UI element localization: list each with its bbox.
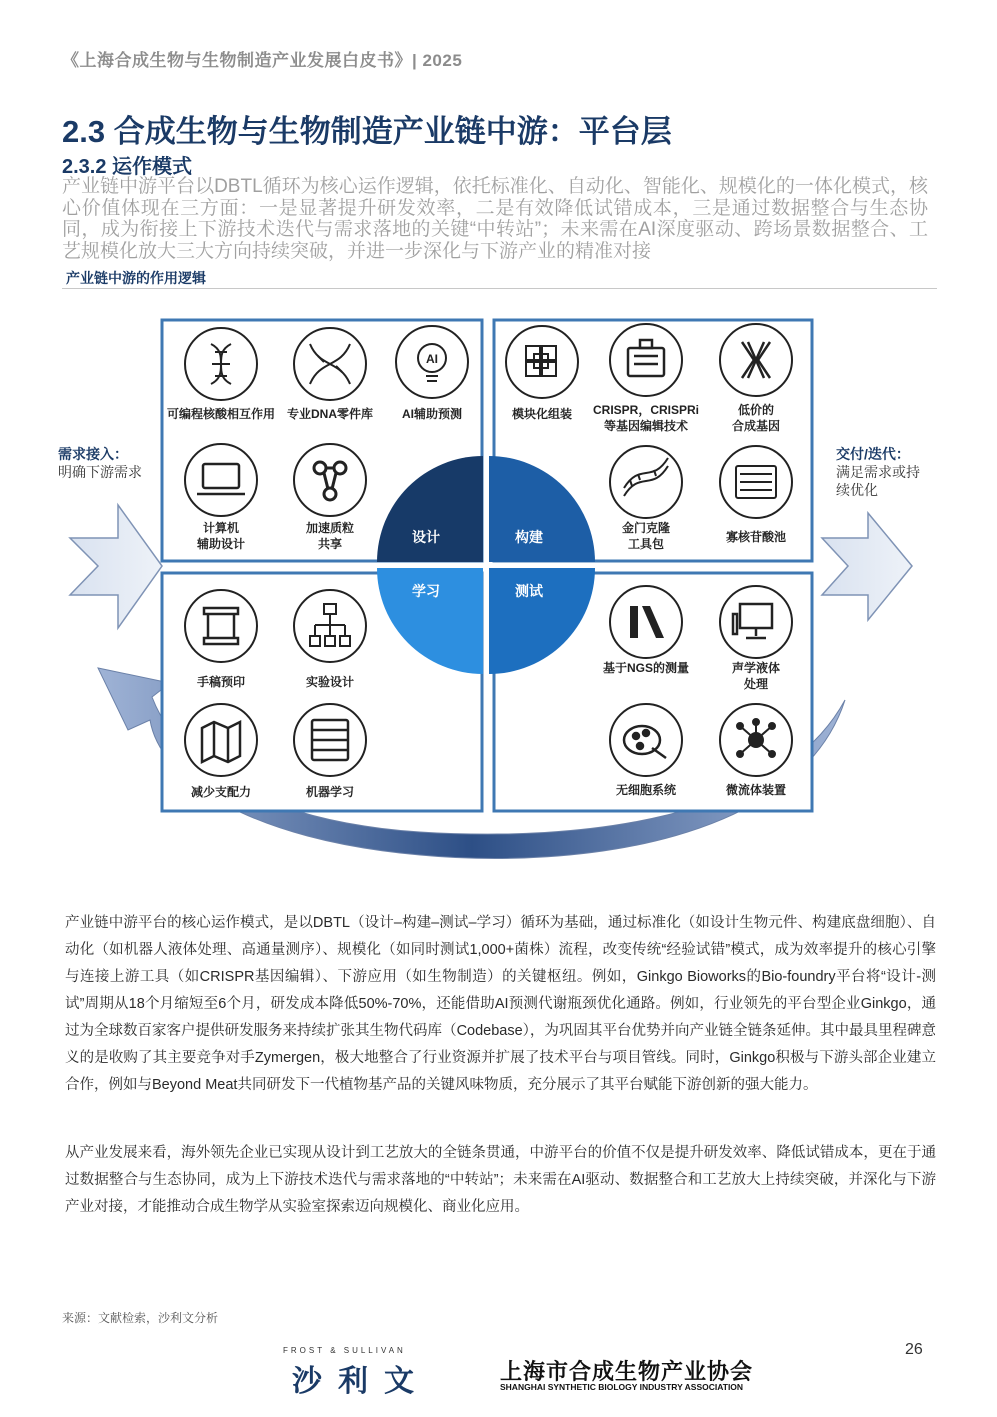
item-label: 减少支配力 [190, 785, 252, 799]
body-paragraph-1: 产业链中游平台的核心运作模式，是以DBTL（设计–构建–测试–学习）循环为基础，通过标准化（如设计生物元件、构建底盘细胞）、自动化（如机器人液体处理、高通量测序）、规模化（如同时测试1,000+菌株）流程，改变传统“经验试错”模式，成为效率提升的核心引擎与连接上游工具（如CRISPR基因编辑）、下游应用（如生物制造）的关键枢纽。例如，Ginkgo Bioworks的Bio-foundry平台将“设计-测试”周期从18个月缩短至6个月，研发成本降低50%-70%，还能借助AI预测代谢瓶颈优化通路。例如，行业领先的平台型企业Ginkgo，通过为全球数百家客户提供研发服务来持续扩张其生物代码库（Codebase），为巩固其平台优势并向产业链全链条延伸。其中最具里程碑意义的是收购了其主要竞争对手Zymergen，极大地整合了行业资源并扩展了技术平台与项目管线。同时，Ginkgo积极与下游头部企业建立合作，例如与Beyond Meat共同研发下一代植物基产品的关键风味物质，充分展示了其平台赋能下游创新的强大能力。 [65, 915, 936, 1093]
item-label: CRISPR，CRISPRi [592, 403, 700, 417]
item-label: 加速质粒 [305, 521, 355, 535]
item-label: 金门克隆 [621, 521, 671, 535]
association-logo-en: SHANGHAI SYNTHETIC BIOLOGY INDUSTRY ASSOCIATION [500, 1382, 744, 1392]
frost-sullivan-wordmark: FROST & SULLIVAN [283, 1346, 406, 1355]
test-item [720, 704, 792, 797]
svg-text:AI: AI [426, 352, 438, 366]
output-title: 交付/迭代： [836, 446, 910, 462]
learn-item [185, 704, 257, 799]
figure-divider [62, 288, 937, 289]
test-item [610, 704, 682, 797]
item-label: 实验设计 [305, 675, 355, 689]
item-label: 无细胞系统 [615, 783, 677, 797]
item-label: 工具包 [627, 537, 665, 551]
build-label: 构建 [515, 529, 543, 545]
section-title: 2.3 合成生物与生物制造产业链中游：平台层 [62, 114, 672, 149]
item-label: AI辅助预测 [401, 407, 463, 421]
subsection-title: 2.3.2 运作模式 [62, 156, 193, 178]
item-label: 微流体装置 [725, 783, 787, 797]
item-label: 处理 [743, 677, 769, 691]
source-note: 来源：文献检索，沙利文分析 [62, 1311, 219, 1325]
item-label: 辅助设计 [196, 537, 246, 551]
item-label: 手稿预印 [196, 675, 246, 689]
intro-paragraph: 产业链中游平台以DBTL循环为核心运作逻辑，依托标准化、自动化、智能化、规模化的一体化模式，核心价值体现在三方面：一是显著提升研发效率，二是有效降低试错成本，三是通过数据整合与生态协同，成为衔接上下游技术迭代与需求落地的关键“中转站”；未来需在AI深度驱动、跨场景数据整合、工艺规模化放大三大方向持续突破，并进一步深化与下游产业的精准对接 [62, 176, 928, 262]
item-label: 计算机 [202, 521, 240, 535]
body-paragraph-2: 从产业发展来看，海外领先企业已实现从设计到工艺放大的全链条贯通，中游平台的价值不仅是提升研发效率、降低试错成本，更在于通过数据整合与生态协同，成为上下游技术迭代与需求落地的“中转站”；未来需在AI驱动、数据整合和工艺放大上持续突破，并深化与下游产业对接，才能推动合成生物学从实验室探索迈向规模化、商业化应用。 [65, 1145, 936, 1215]
page-number: 26 [905, 1341, 923, 1358]
item-label: 寡核苷酸池 [725, 530, 787, 544]
figure-caption: 产业链中游的作用逻辑 [66, 270, 206, 286]
design-label: 设计 [412, 529, 440, 545]
design-item [396, 326, 468, 421]
output-text-1: 满足需求或持 [836, 464, 920, 480]
output-text-2: 续优化 [836, 482, 878, 498]
item-label: 专业DNA零件库 [287, 407, 373, 421]
association-logo-cn: 上海市合成生物产业协会 [500, 1359, 754, 1384]
item-label: 基于NGS的测量 [602, 661, 690, 675]
item-label: 模块化组装 [511, 407, 573, 421]
item-label: 可编程核酸相互作用 [166, 407, 276, 421]
item-label: 共享 [317, 537, 343, 551]
learn-label: 学习 [412, 583, 440, 599]
input-arrow [70, 505, 162, 628]
build-item [506, 326, 578, 421]
input-text: 明确下游需求 [58, 464, 142, 480]
input-title: 需求接入： [58, 446, 128, 462]
output-arrow [822, 513, 912, 620]
test-label: 测试 [515, 583, 543, 599]
item-label: 低价的 [737, 403, 775, 417]
frost-sullivan-logo: 沙利文 [292, 1365, 430, 1398]
item-label: 等基因编辑技术 [603, 419, 689, 433]
build-item [720, 446, 792, 544]
item-label: 合成基因 [731, 419, 781, 433]
item-label: 声学液体 [731, 661, 781, 675]
header-title: 《上海合成生物与生物制造产业发展白皮书》| 2025 [62, 51, 463, 70]
item-label: 机器学习 [305, 785, 355, 799]
dbtl-diagram [0, 295, 997, 890]
